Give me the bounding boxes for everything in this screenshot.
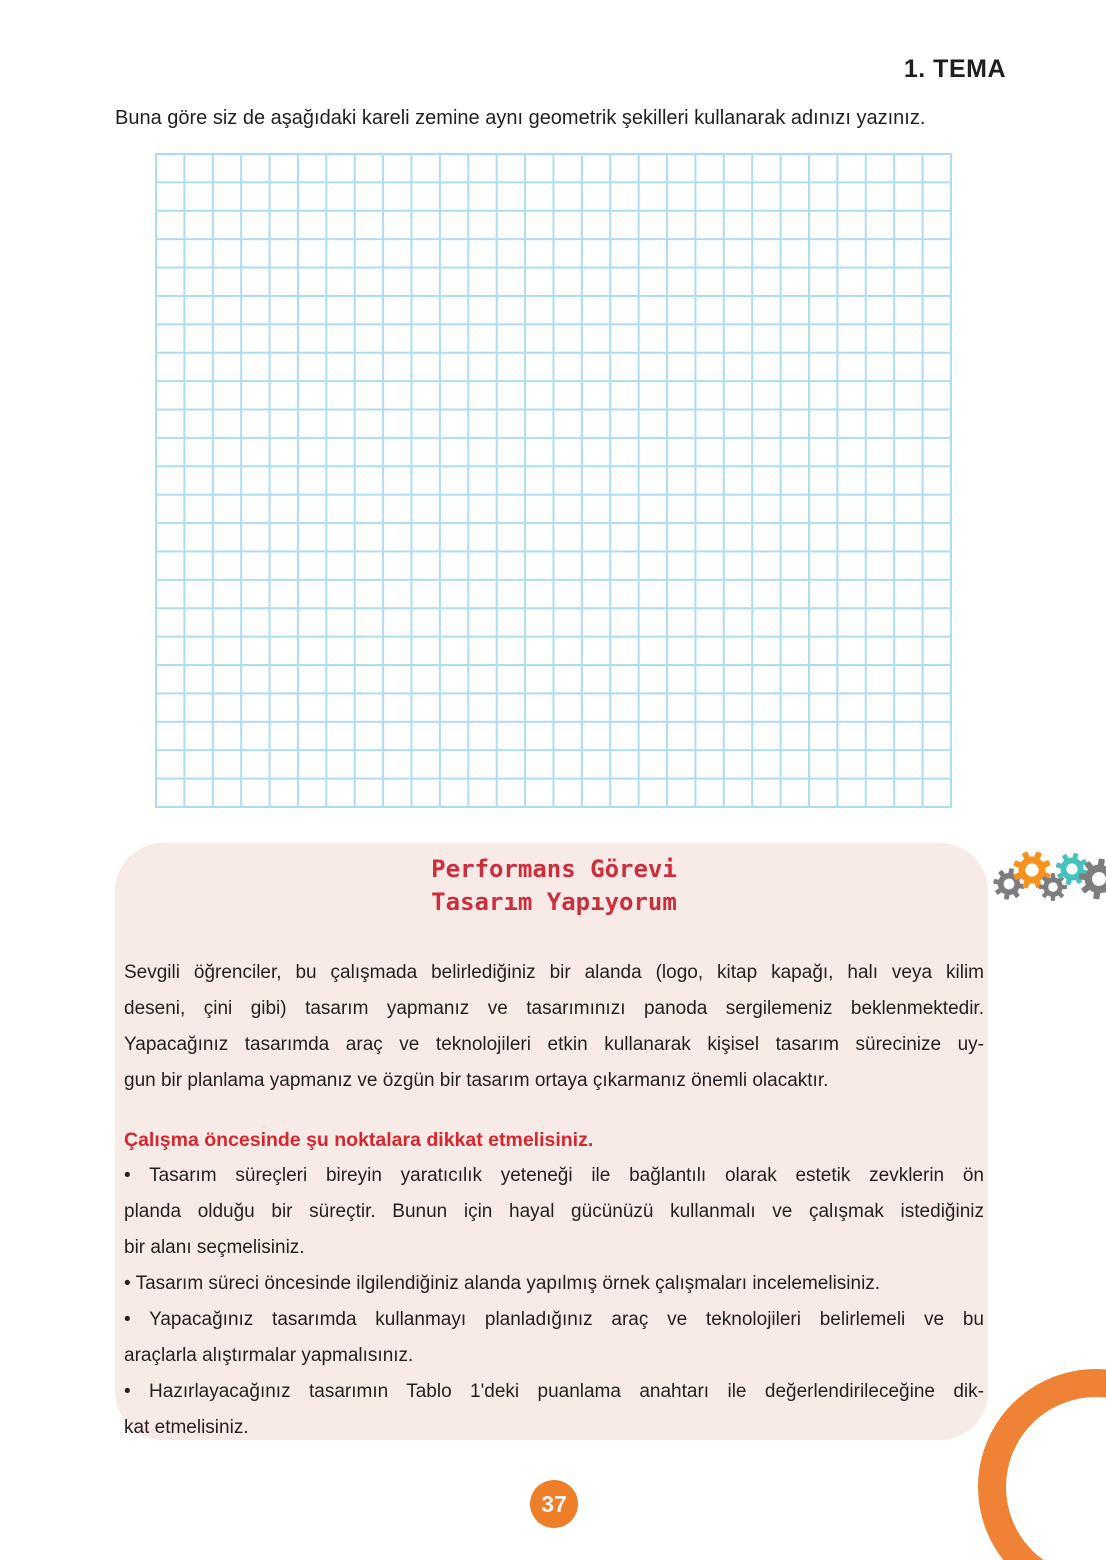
panel-title-line1: Performans Görevi (431, 855, 677, 883)
page-number-badge: 37 (530, 1480, 578, 1528)
panel-heading: Çalışma öncesinde şu noktalara dikkat etmelisiniz. (124, 1129, 594, 1151)
performance-task-panel (115, 843, 988, 1440)
bullet-item-1: • Tasarım süreçleri bireyin yaratıcılık yeteneği ile bağlantılı olarak estetik zevklerin ön planda olduğu bir süreçtir. Bunun için hayal gücünüzü kullanmalı ve çalışmak istediğiniz bir alanı seçmelisiniz. (124, 1165, 984, 1258)
panel-title-line2: Tasarım Yapıyorum (431, 888, 677, 916)
instruction-text: Buna göre siz de aşağıdaki kareli zemine aynı geometrik şekilleri kullanarak adınızı yazınız. (115, 107, 926, 129)
grid-paper (155, 153, 952, 808)
tema-header: 1. TEMA (903, 55, 1006, 83)
gear-icon (1039, 873, 1067, 901)
bullet-item-4: • Hazırlayacağınız tasarımın Tablo 1'deki puanlama anahtarı ile değerlendirileceğine dik- kat etmelisiniz. (124, 1381, 984, 1438)
bullet-item-3: • Yapacağınız tasarımda kullanmayı planladığınız araç ve teknolojileri belirlemeli ve bu araçlarla alıştırmalar yapmalısınız. (124, 1309, 984, 1366)
panel-intro-paragraph: Sevgili öğrenciler, bu çalışmada belirlediğiniz bir alanda (logo, kitap kapağı, halı veya kilim deseni, çini gibi) tasarım yapmanız ve tasarımınızı panoda sergilemeniz beklenmektedir. Yapacağınız tasarımda araç ve teknolojileri etkin kullanarak kişisel tasarım sürecinize uy- gun bir planlama yapmanız ve özgün bir tasarım ortaya çıkarmanız önemli olacaktır. (124, 962, 984, 1091)
corner-arc-decoration (978, 1369, 1106, 1560)
gears-decoration (980, 840, 1106, 932)
panel-title (124, 853, 984, 919)
bullet-item-2: • Tasarım süreci öncesinde ilgilendiğiniz alanda yapılmış örnek çalışmaları incelemelisiniz. (124, 1273, 881, 1294)
